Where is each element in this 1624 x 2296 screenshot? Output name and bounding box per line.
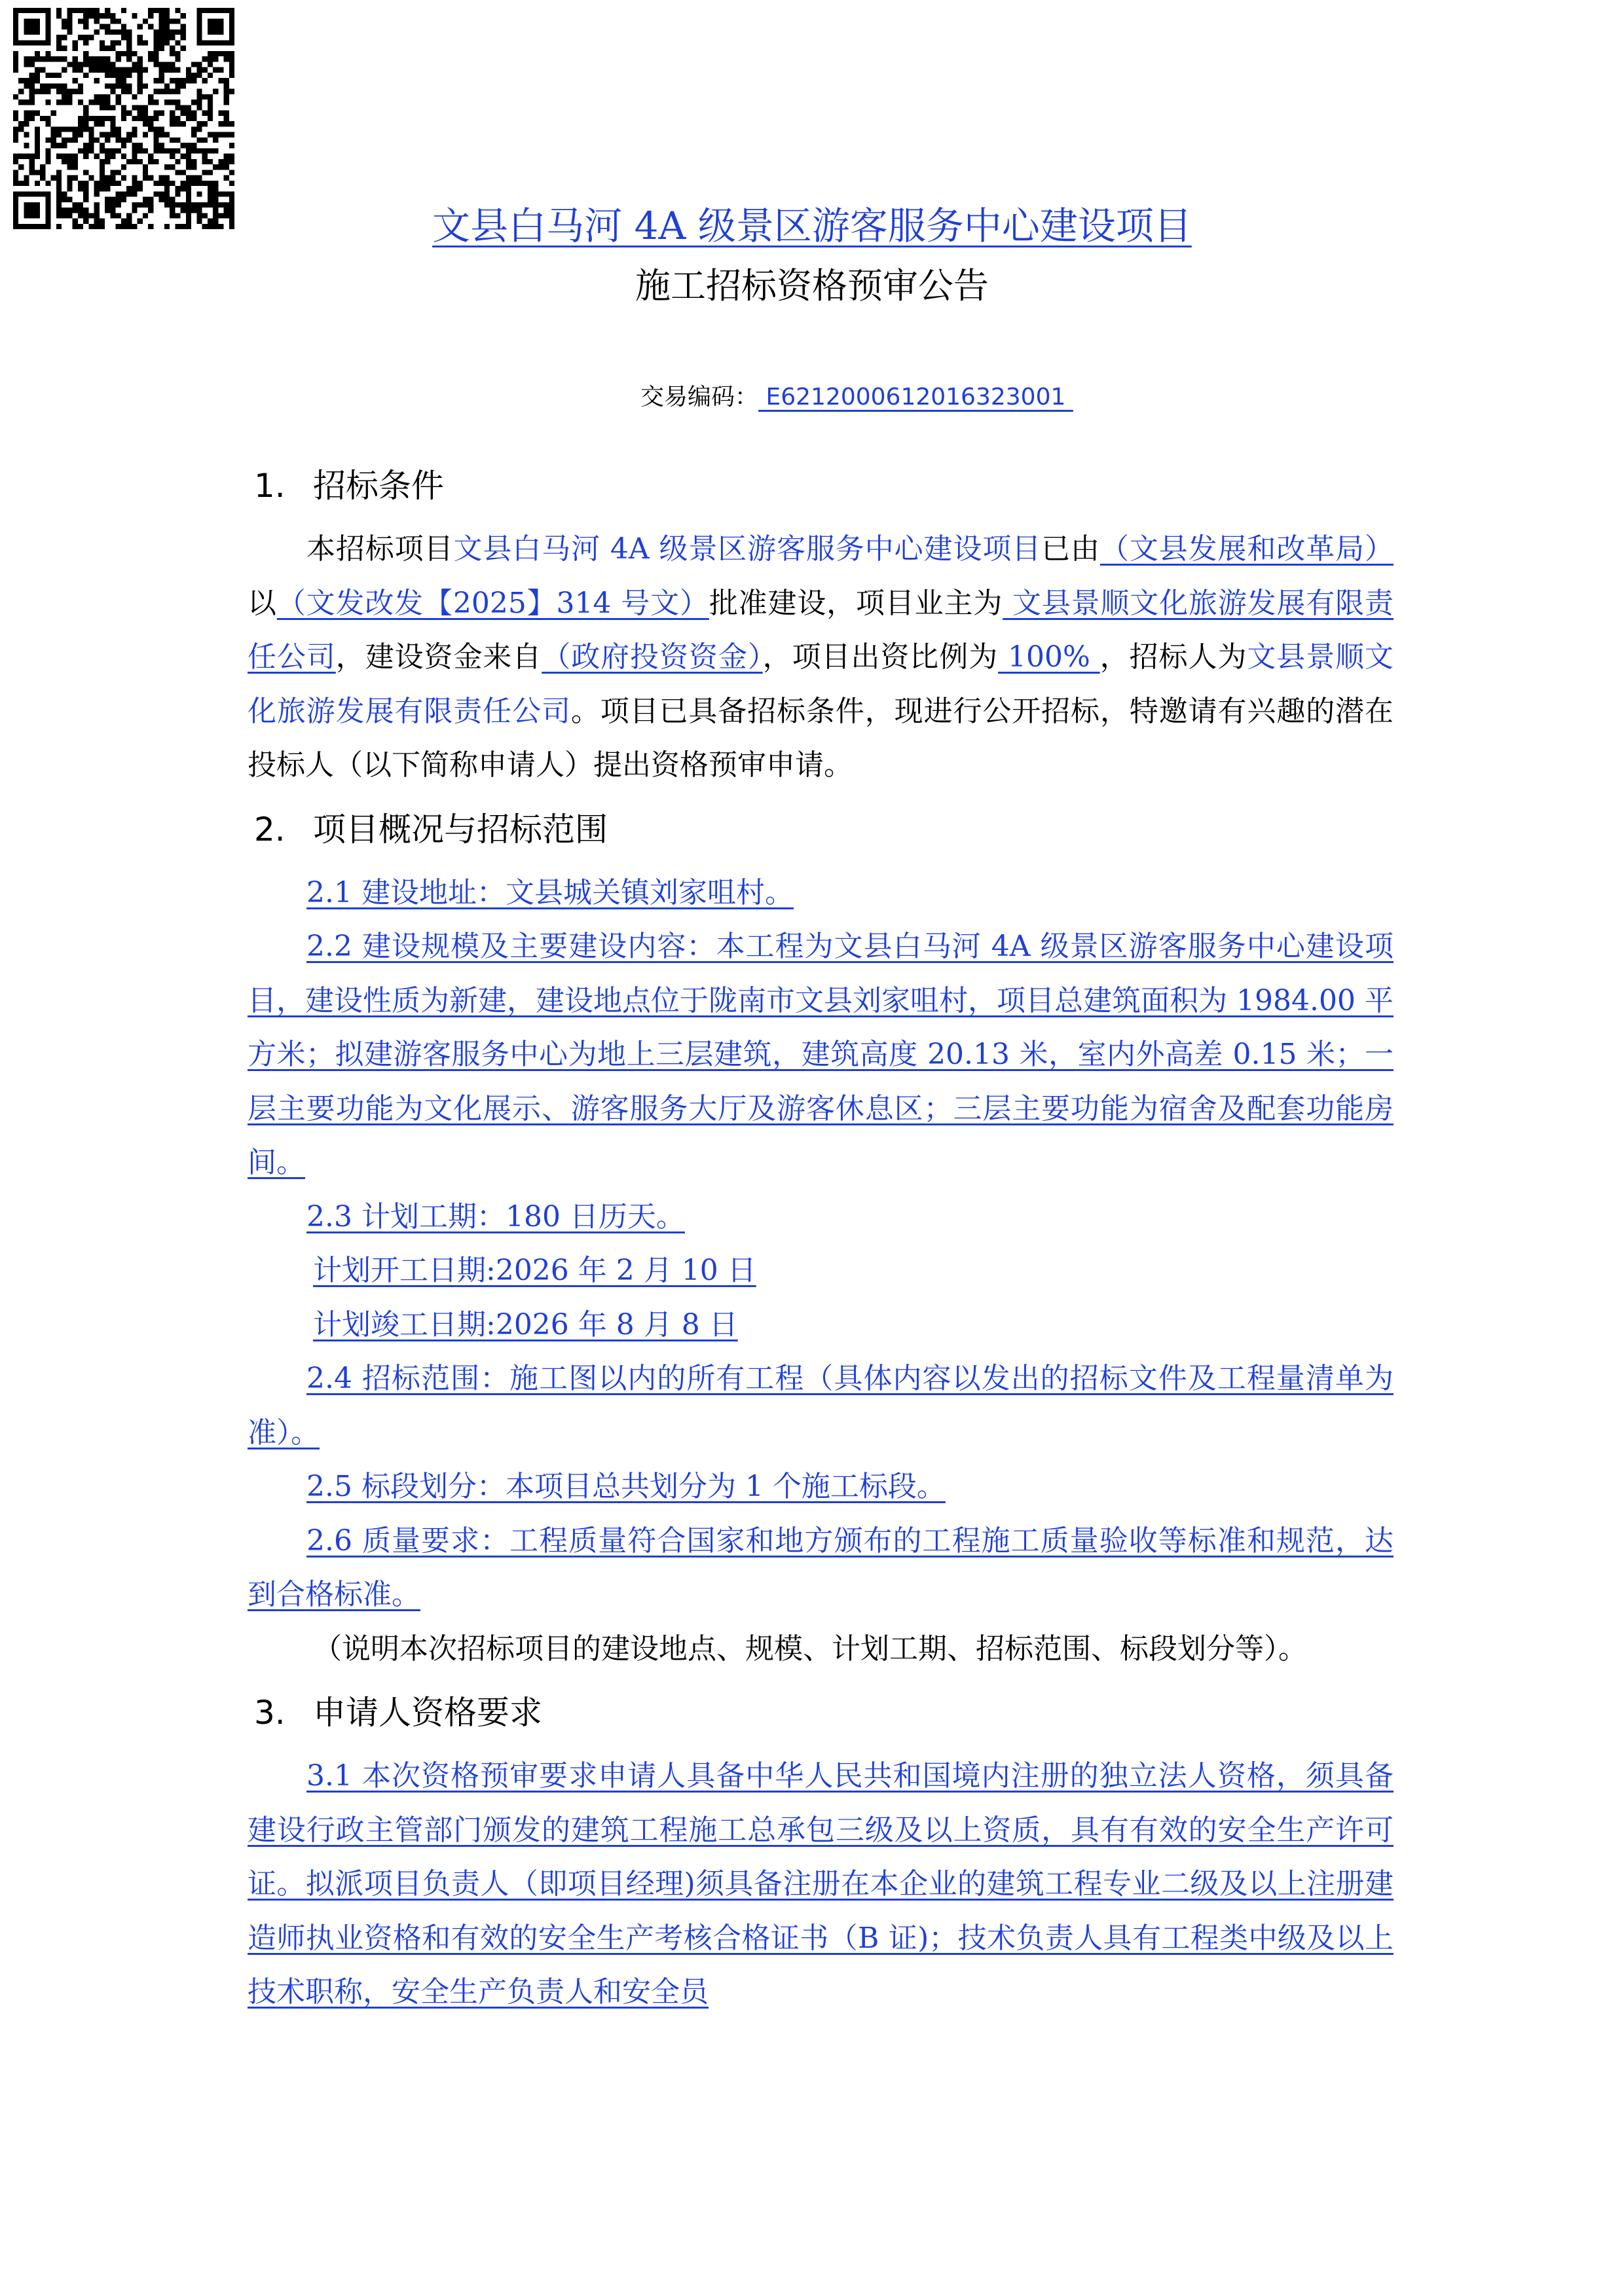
document-body bbox=[248, 449, 1393, 2020]
transaction-code-label: 交易编码： bbox=[640, 384, 759, 410]
project-owner: 文县景顺文化旅游发展有限责任公司 bbox=[248, 586, 1394, 674]
planned-completion-date: 计划竣工日期:2026 年 8 月 8 日 bbox=[313, 1307, 738, 1341]
planned-duration: 2.3 计划工期：180 日历天。 bbox=[306, 1199, 685, 1233]
transaction-code bbox=[640, 374, 1073, 420]
transaction-code-value: E6212000612016323001 bbox=[758, 384, 1073, 410]
section-2-heading: 2. 项目概况与招标范围 bbox=[254, 810, 608, 848]
planned-start-date: 计划开工日期:2026 年 2 月 10 日 bbox=[313, 1254, 756, 1287]
section-1-heading: 1. 招标条件 bbox=[254, 467, 444, 505]
section-2-note: （说明本次招标项目的建设地点、规模、计划工期、招标范围、标段划分等）。 bbox=[313, 1631, 1307, 1666]
construction-address: 2.1 建设地址：文县城关镇刘家咀村。 bbox=[306, 875, 794, 909]
qualification-requirements: 3.1 本次资格预审要求申请人具备中华人民共和国境内注册的独立法人资格，须具备建设行政主管部门颁发的建筑工程施工总承包三级及以上资质，具有有效的安全生产许可证。拟派项目负责人（即项目经理)须具备注册在本企业的建筑工程专业二级及以上注册建造师执业资格和有效的安全生产考核合格证书（B 证)；技术负责人具有工程类中级及以上技术职称，安全生产负责人和安全员 bbox=[248, 1759, 1393, 2009]
bidding-scope: 2.4 招标范围：施工图以内的所有工程（具体内容以发出的招标文件及工程量清单为准）。 bbox=[248, 1362, 1393, 1449]
tenderer-name: 文县景顺文化旅游发展有限责任公司 bbox=[248, 640, 1394, 728]
investment-ratio: 100% bbox=[998, 640, 1100, 674]
funding-source: （政府投资资金） bbox=[542, 640, 763, 674]
construction-scale: 2.2 建设规模及主要建设内容：本工程为文县白马河 4A 级景区游客服务中心建设项目，建设性质为新建，建设地点位于陇南市文县刘家咀村，项目总建筑面积为 1984.00 平方米；拟建游客服务中心为地上三层建筑，建筑高度 20.13 米，室内外高差 0.15 米；一层主要功能为文化展示、游客服务大厅及游客休息区；三层主要功能为宿舍及配套功能房间。 bbox=[248, 930, 1393, 1179]
project-title: 文县白马河 4A 级景区游客服务中心建设项目 bbox=[432, 204, 1192, 248]
project-name: 文县白马河 4A 级景区游客服务中心建设项目 bbox=[453, 532, 1042, 566]
approval-document-number: （文发改发【2025】314 号文） bbox=[276, 586, 709, 620]
quality-requirement: 2.6 质量要求：工程质量符合国家和地方颁布的工程施工质量验收等标准和规范，达到合格标准。 bbox=[248, 1523, 1393, 1611]
lot-division: 2.5 标段划分：本项目总共划分为 1 个施工标段。 bbox=[306, 1470, 946, 1503]
section-3-heading: 3. 申请人资格要求 bbox=[254, 1694, 542, 1732]
notice-title: 施工招标资格预审公告 bbox=[635, 265, 989, 306]
approval-authority: （文县发展和改革局） bbox=[1099, 532, 1394, 566]
bidding-conditions-paragraph: 本招标项目文县白马河 4A 级景区游客服务中心建设项目已由（文县发展和改革局）以（文发改发【2025】314 号文）批准建设，项目业主为 文县景顺文化旅游发展有限责任公司，建设资金来自（政府投资资金），项目出资比例为 100% ，招标人为文县景顺文化旅游发展有限责任公司。项目已具备招标条件，现进行公开招标，特邀请有兴趣的潜在投标人（以下简称申请人）提出资格预审申请。 bbox=[248, 532, 1394, 782]
